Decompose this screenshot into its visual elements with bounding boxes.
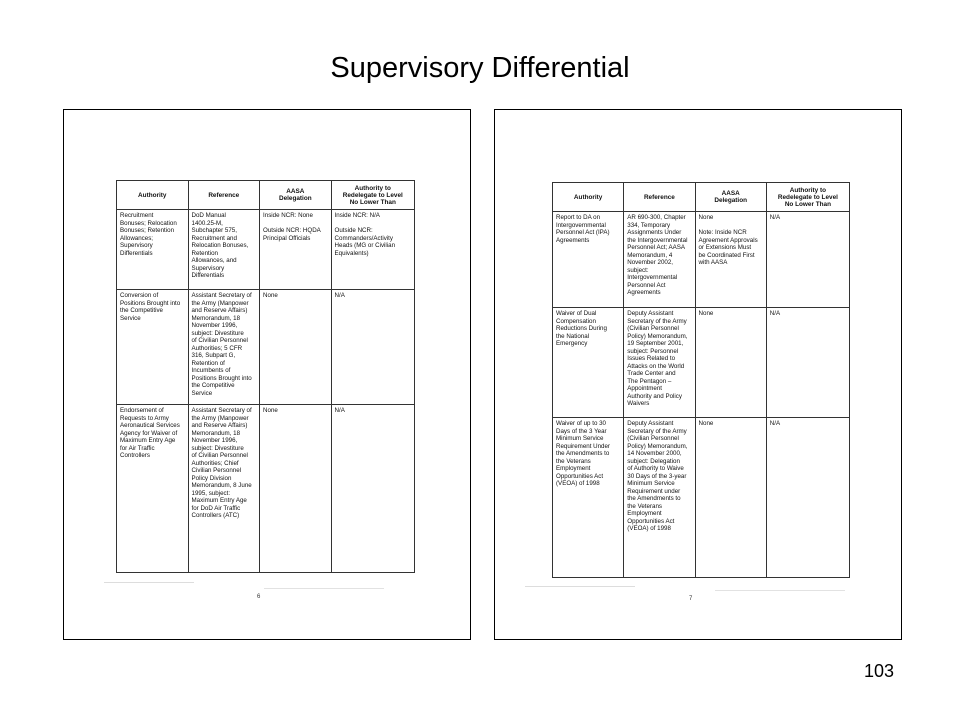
scan-noise [525, 586, 635, 587]
slide-number: 103 [863, 661, 894, 681]
header-aasa-delegation: AASA Delegation [260, 181, 332, 210]
slide-title: Supervisory Differential [330, 52, 630, 84]
header-reference: Reference [188, 181, 260, 210]
left-document-content [116, 180, 415, 573]
header-authority: Authority [117, 181, 189, 210]
table-row [117, 405, 415, 573]
reference-cell: AR 690-300, Chapter 334, Temporary Assignments Under the Intergovernmental Personnel Act; AASA Memorandum, 4 November 2002, subject: Intergovernmental Personnel Act Agreements [624, 212, 695, 308]
redelegate-cell: N/A [331, 290, 414, 405]
reference-cell: DoD Manual 1400.25-M, Subchapter 575, Recruitment and Relocation Bonuses, Retention Allowances, and Supervisory Differentials [188, 210, 260, 290]
redelegate-cell: N/A [766, 418, 849, 578]
redelegate-cell: Inside NCR: N/A Outside NCR: Commanders/Activity Heads (MG or Civilian Equivalents) [331, 210, 414, 290]
left-delegation-table [116, 180, 415, 573]
table-row [553, 212, 850, 308]
header-redelegate: Authority to Redelegate to Level No Lower Than [331, 181, 414, 210]
scan-noise [264, 588, 384, 589]
scan-noise [104, 582, 194, 583]
redelegate-cell: N/A [766, 212, 849, 308]
aasa-cell: Inside NCR: None Outside NCR: HQDA Principal Officials [260, 210, 332, 290]
authority-cell: Report to DA on Intergovernmental Personnel Act (IPA) Agreements [553, 212, 624, 308]
authority-cell: Conversion of Positions Brought into the Competitive Service [117, 290, 189, 405]
authority-cell: Waiver of up to 30 Days of the 3 Year Minimum Service Requirement Under the Amendments to the Veterans Employment Opportunities Act (VEOA) of 1998 [553, 418, 624, 578]
authority-cell: Waiver of Dual Compensation Reductions During the National Emergency [553, 308, 624, 418]
aasa-cell: None [260, 405, 332, 573]
table-row [117, 290, 415, 405]
table-header-row [553, 183, 850, 212]
redelegate-cell: N/A [331, 405, 414, 573]
right-document-content [552, 182, 850, 578]
authority-cell: Endorsement of Requests to Army Aeronautical Services Agency for Waiver of Maximum Entry Age for Air Traffic Controllers [117, 405, 189, 573]
header-reference: Reference [624, 183, 695, 212]
header-aasa-delegation: AASA Delegation [695, 183, 766, 212]
authority-cell: Recruitment Bonuses; Relocation Bonuses; Retention Allowances; Supervisory Differentials [117, 210, 189, 290]
left-document-page [63, 109, 471, 640]
reference-cell: Deputy Assistant Secretary of the Army (Civilian Personnel Policy) Memorandum, 19 September 2001, subject: Personnel Issues Related to Attacks on the World Trade Center and The Pentagon – Appointment Authority and Policy Waivers [624, 308, 695, 418]
header-redelegate: Authority to Redelegate to Level No Lower Than [766, 183, 849, 212]
scan-noise [715, 590, 845, 591]
page-number: 6 [257, 594, 261, 600]
header-authority: Authority [553, 183, 624, 212]
aasa-cell: None [695, 418, 766, 578]
page-number: 7 [689, 596, 693, 602]
reference-cell: Assistant Secretary of the Army (Manpower and Reserve Affairs) Memorandum, 18 November 1996, subject: Divestiture of Civilian Personnel Authorities; Chief Civilian Personnel Policy Division Memorandum, 8 June 1995, subject: Maximum Entry Age for DoD Air Traffic Controllers (ATC) [188, 405, 260, 573]
right-delegation-table [552, 182, 850, 578]
aasa-cell: None [260, 290, 332, 405]
aasa-cell: None [695, 308, 766, 418]
redelegate-cell: N/A [766, 308, 849, 418]
table-row [553, 308, 850, 418]
right-document-page [494, 109, 902, 640]
table-row [117, 210, 415, 290]
reference-cell: Assistant Secretary of the Army (Manpower and Reserve Affairs) Memorandum, 18 November 1996, subject: Divestiture of Civilian Personnel Authorities; 5 CFR 316, Subpart G, Retention of Incumbents of Positions Brought into the Competitive Service [188, 290, 260, 405]
aasa-cell: None Note: Inside NCR Agreement Approvals or Extensions Must be Coordinated First with AASA [695, 212, 766, 308]
table-header-row [117, 181, 415, 210]
reference-cell: Deputy Assistant Secretary of the Army (Civilian Personnel Policy) Memorandum, 14 November 2000, subject: Delegation of Authority to Waive 30 Days of the 3-year Minimum Service Requirement under the Amendments to the Veterans Employment Opportunities Act (VEOA) of 1998 [624, 418, 695, 578]
table-row [553, 418, 850, 578]
